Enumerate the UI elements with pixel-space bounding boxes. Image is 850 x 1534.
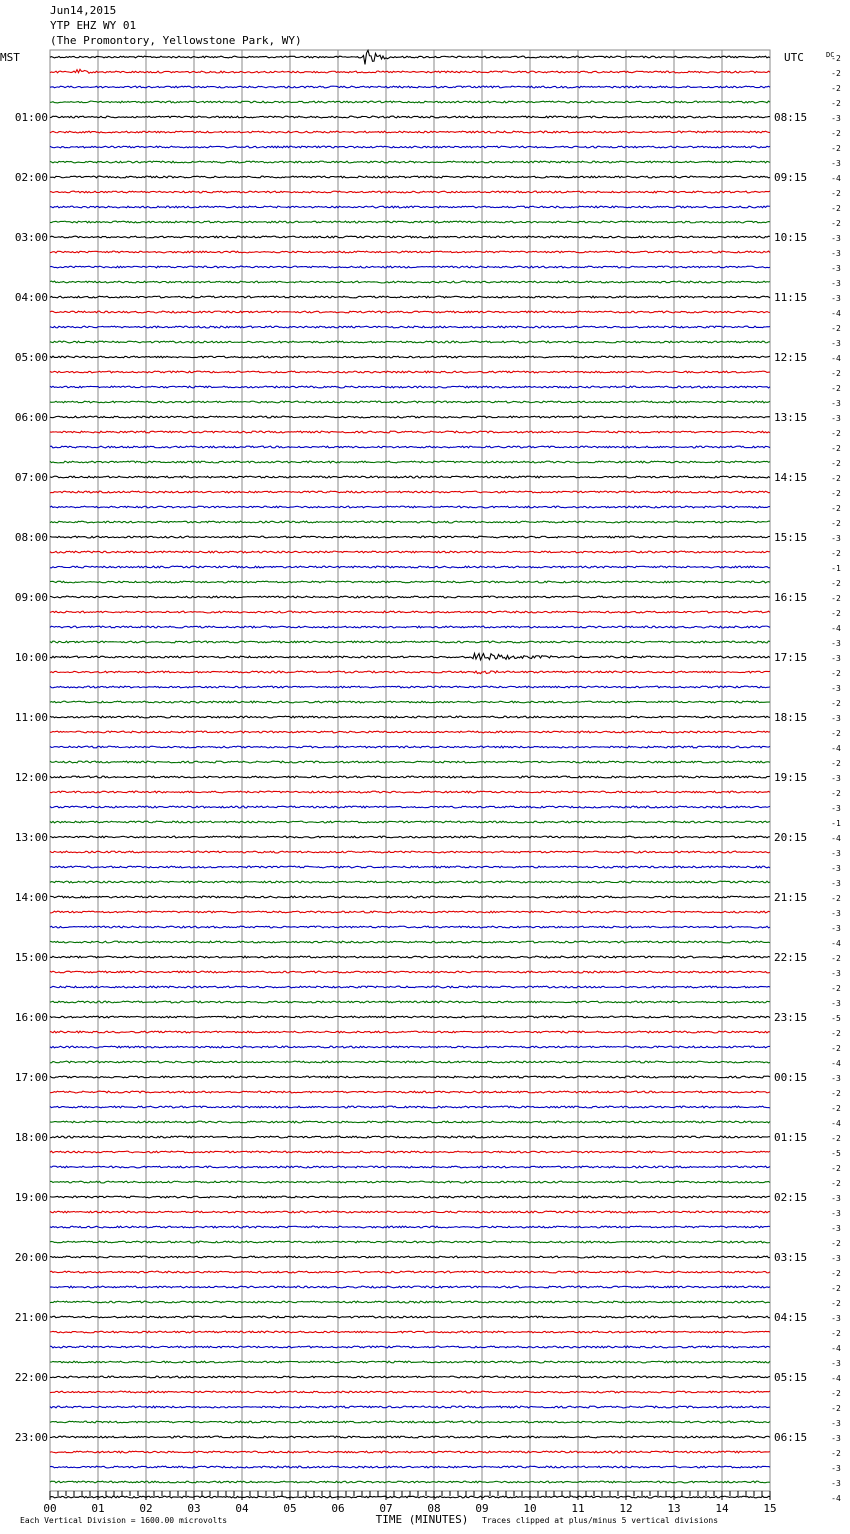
left-hour-label: 02:00: [14, 171, 48, 184]
seismic-trace: [50, 536, 770, 538]
dc-offset-label: -2: [831, 1269, 841, 1278]
dc-offset-label: -2: [831, 1299, 841, 1308]
x-tick-label: 12: [619, 1502, 633, 1515]
right-hour-label: 06:15: [774, 1431, 808, 1444]
seismic-trace: [50, 1226, 770, 1228]
x-tick-label: 11: [571, 1502, 585, 1515]
x-tick-label: 05: [283, 1502, 297, 1515]
seismic-trace: [50, 1241, 770, 1243]
left-hour-label: 11:00: [14, 711, 48, 724]
dc-offset-label: -4: [831, 744, 841, 753]
dc-offset-label: -3: [831, 159, 841, 168]
seismic-trace: [50, 581, 770, 583]
left-hour-label: 03:00: [14, 231, 48, 244]
seismic-trace: [50, 266, 770, 268]
right-hour-label: 15:15: [774, 531, 808, 544]
seismic-trace: [50, 176, 770, 178]
seismic-trace: [50, 311, 770, 313]
seismic-trace: [50, 866, 770, 868]
seismic-trace: [50, 761, 770, 763]
seismic-trace: [50, 1016, 770, 1018]
dc-offset-label: -3: [831, 864, 841, 873]
left-hour-label: 20:00: [14, 1251, 48, 1264]
seismic-trace: [50, 746, 770, 748]
seismic-trace: [50, 386, 770, 388]
right-hour-label: 21:15: [774, 891, 808, 904]
seismic-trace: [50, 401, 770, 403]
seismic-trace: [50, 341, 770, 343]
dc-offset-label: -2: [831, 984, 841, 993]
seismic-trace: [50, 896, 770, 898]
seismic-trace: [50, 791, 770, 793]
dc-offset-label: -2: [831, 549, 841, 558]
seismic-trace: [50, 971, 770, 973]
dc-offset-label: -2: [831, 1389, 841, 1398]
seismic-trace: [50, 956, 770, 958]
dc-offset-label: -5: [831, 1014, 841, 1023]
seismic-trace: [50, 1466, 770, 1468]
dc-offset-label: -3: [831, 849, 841, 858]
dc-offset-label: -4: [831, 309, 841, 318]
left-timezone-label: MST: [0, 51, 20, 64]
seismic-trace: [50, 131, 770, 133]
right-hour-label: 20:15: [774, 831, 808, 844]
dc-offset-label: -4: [831, 939, 841, 948]
seismic-trace: [50, 1121, 770, 1123]
dc-offset-label: -3: [831, 1194, 841, 1203]
seismic-trace: [50, 626, 770, 628]
dc-offset-label: -3: [831, 774, 841, 783]
seismic-trace: [50, 671, 770, 674]
seismic-trace: [50, 926, 770, 928]
right-hour-label: 01:15: [774, 1131, 808, 1144]
seismic-trace: [50, 101, 770, 103]
dc-offset-label: -2: [831, 1329, 841, 1338]
left-hour-label: 23:00: [14, 1431, 48, 1444]
seismic-trace: [50, 1406, 770, 1408]
seismic-trace: [50, 821, 770, 823]
dc-offset-label: -3: [831, 294, 841, 303]
dc-offset-label: -2: [831, 129, 841, 138]
dc-offset-label: -2: [831, 99, 841, 108]
x-tick-label: 01: [91, 1502, 105, 1515]
seismic-trace: [50, 836, 770, 838]
left-hour-label: 09:00: [14, 591, 48, 604]
x-tick-label: 08: [427, 1502, 441, 1515]
left-hour-label: 05:00: [14, 351, 48, 364]
seismic-trace: [50, 1061, 770, 1063]
seismic-trace: [50, 686, 770, 688]
seismic-trace: [50, 1076, 770, 1078]
dc-offset-label: -4: [831, 624, 841, 633]
seismic-trace: [50, 1361, 770, 1363]
right-hour-label: 16:15: [774, 591, 808, 604]
location-label: (The Promontory, Yellowstone Park, WY): [50, 34, 302, 47]
dc-offset-label: -3: [831, 879, 841, 888]
right-hour-label: 17:15: [774, 651, 808, 664]
dc-offset-label: -4: [831, 1494, 841, 1503]
seismic-trace: [50, 146, 770, 148]
left-hour-label: 21:00: [14, 1311, 48, 1324]
dc-offset-label: -4: [831, 174, 841, 183]
x-tick-label: 10: [523, 1502, 537, 1515]
dc-offset-label: -2: [831, 1404, 841, 1413]
dc-offset-label: -3: [831, 249, 841, 258]
dc-offset-label: -2: [831, 54, 841, 63]
right-hour-label: 04:15: [774, 1311, 808, 1324]
seismic-trace: [50, 521, 770, 523]
dc-offset-label: -2: [831, 699, 841, 708]
dc-offset-label: -2: [831, 1284, 841, 1293]
dc-offset-label: -4: [831, 1344, 841, 1353]
left-hour-label: 12:00: [14, 771, 48, 784]
dc-offset-label: -2: [831, 429, 841, 438]
dc-offset-label: -2: [831, 579, 841, 588]
x-tick-label: 07: [379, 1502, 393, 1515]
right-hour-label: 08:15: [774, 111, 808, 124]
seismic-trace: [50, 941, 770, 943]
dc-offset-label: -3: [831, 234, 841, 243]
dc-offset-label: -4: [831, 1059, 841, 1068]
seismic-trace: [50, 911, 770, 913]
seismic-trace: [50, 731, 770, 733]
dc-offset-label: -2: [831, 69, 841, 78]
left-hour-label: 18:00: [14, 1131, 48, 1144]
seismic-trace: [50, 1436, 770, 1438]
seismic-trace: [50, 326, 770, 328]
x-tick-label: 15: [763, 1502, 777, 1515]
dc-offset-label: -2: [831, 519, 841, 528]
left-hour-label: 08:00: [14, 531, 48, 544]
dc-offset-label: -3: [831, 909, 841, 918]
dc-offset-label: -2: [831, 1179, 841, 1188]
dc-offset-label: -2: [831, 894, 841, 903]
dc-offset-label: -2: [831, 189, 841, 198]
seismic-trace: [50, 596, 770, 598]
seismic-trace: [50, 653, 770, 659]
left-hour-label: 15:00: [14, 951, 48, 964]
left-hour-label: 07:00: [14, 471, 48, 484]
seismic-trace: [50, 551, 770, 553]
right-hour-label: 05:15: [774, 1371, 808, 1384]
seismic-trace: [50, 461, 770, 463]
clip-note: Traces clipped at plus/minus 5 vertical divisions: [482, 1516, 719, 1525]
right-hour-label: 12:15: [774, 351, 808, 364]
right-hour-label: 14:15: [774, 471, 808, 484]
seismic-trace: [50, 491, 770, 493]
dc-offset-label: -2: [831, 1044, 841, 1053]
scale-note: Each Vertical Division = 1600.00 microvolts: [20, 1516, 228, 1525]
left-hour-label: 01:00: [14, 111, 48, 124]
left-hour-label: 04:00: [14, 291, 48, 304]
dc-offset-label: -2: [831, 669, 841, 678]
dc-offset-label: -2: [831, 324, 841, 333]
seismic-trace: [50, 371, 770, 373]
right-hour-label: 18:15: [774, 711, 808, 724]
dc-offset-label: -3: [831, 1479, 841, 1488]
dc-offset-label: -3: [831, 1074, 841, 1083]
right-hour-label: 19:15: [774, 771, 808, 784]
dc-offset-label: -3: [831, 999, 841, 1008]
seismic-trace: [50, 1481, 770, 1483]
dc-offset-label: -1: [831, 564, 841, 573]
right-hour-label: 00:15: [774, 1071, 808, 1084]
station-label: YTP EHZ WY 01: [50, 19, 137, 32]
seismic-trace: [50, 251, 770, 253]
seismic-trace: [50, 1106, 770, 1108]
dc-offset-label: -3: [831, 969, 841, 978]
seismic-trace: [50, 716, 770, 718]
dc-offset-label: -4: [831, 354, 841, 363]
dc-offset-label: -3: [831, 654, 841, 663]
left-hour-label: 13:00: [14, 831, 48, 844]
dc-offset-label: -2: [831, 204, 841, 213]
seismic-trace: [50, 611, 770, 613]
right-hour-label: 11:15: [774, 291, 808, 304]
dc-offset-label: -3: [831, 639, 841, 648]
right-timezone-label: UTC: [784, 51, 804, 64]
seismic-trace: [50, 1001, 770, 1003]
right-hour-label: 23:15: [774, 1011, 808, 1024]
dc-offset-label: -2: [831, 954, 841, 963]
seismic-trace: [50, 116, 770, 118]
dc-offset-label: -3: [831, 684, 841, 693]
seismic-trace: [50, 191, 770, 193]
seismic-trace: [50, 296, 770, 298]
dc-offset-label: -3: [831, 534, 841, 543]
dc-offset-label: -4: [831, 1119, 841, 1128]
dc-offset-label: -3: [831, 1359, 841, 1368]
seismic-trace: [50, 431, 770, 433]
dc-offset-label: -2: [831, 1104, 841, 1113]
seismic-trace: [50, 1091, 770, 1093]
dc-offset-label: -2: [831, 1239, 841, 1248]
dc-offset-label: -3: [831, 804, 841, 813]
dc-offset-label: -2: [831, 729, 841, 738]
dc-offset-label: -3: [831, 114, 841, 123]
dc-offset-label: -3: [831, 714, 841, 723]
dc-offset-label: -3: [831, 1254, 841, 1263]
seismic-trace: [50, 1046, 770, 1048]
dc-offset-label: -3: [831, 264, 841, 273]
seismic-trace: [50, 1151, 770, 1153]
seismic-trace: [50, 1256, 770, 1258]
dc-offset-label: -2: [831, 474, 841, 483]
right-hour-label: 10:15: [774, 231, 808, 244]
seismic-trace: [50, 701, 770, 703]
x-tick-label: 02: [139, 1502, 153, 1515]
seismic-trace: [50, 1166, 770, 1168]
x-tick-label: 04: [235, 1502, 249, 1515]
seismic-trace: [50, 69, 770, 73]
seismic-trace: [50, 641, 770, 643]
dc-offset-label: -4: [831, 834, 841, 843]
dc-offset-label: -3: [831, 399, 841, 408]
dc-offset-label: -2: [831, 369, 841, 378]
seismic-trace: [50, 236, 770, 238]
seismic-trace: [50, 86, 770, 88]
dc-offset-label: -2: [831, 219, 841, 228]
dc-offset-label: -2: [831, 1029, 841, 1038]
seismic-trace: [50, 1196, 770, 1198]
seismic-trace: [50, 476, 770, 478]
x-tick-label: 03: [187, 1502, 201, 1515]
seismic-trace: [50, 806, 770, 808]
dc-offset-label: -2: [831, 489, 841, 498]
dc-offset-label: -2: [831, 1134, 841, 1143]
dc-offset-label: -2: [831, 1449, 841, 1458]
left-hour-label: 22:00: [14, 1371, 48, 1384]
seismic-trace: [50, 1181, 770, 1183]
seismic-trace: [50, 221, 770, 223]
dc-header-label: DC: [826, 51, 835, 59]
dc-offset-label: -3: [831, 279, 841, 288]
dc-offset-label: -2: [831, 1164, 841, 1173]
seismic-trace: [50, 1136, 770, 1138]
seismic-trace: [50, 1496, 770, 1498]
seismic-trace: [50, 1301, 770, 1303]
left-hour-label: 16:00: [14, 1011, 48, 1024]
x-tick-label: 14: [715, 1502, 729, 1515]
dc-offset-label: -2: [831, 84, 841, 93]
dc-offset-label: -2: [831, 459, 841, 468]
right-hour-label: 09:15: [774, 171, 808, 184]
left-hour-label: 10:00: [14, 651, 48, 664]
seismic-trace: [50, 206, 770, 208]
dc-offset-label: -3: [831, 1464, 841, 1473]
dc-offset-label: -3: [831, 924, 841, 933]
right-hour-label: 02:15: [774, 1191, 808, 1204]
seismic-trace: [50, 881, 770, 883]
dc-offset-label: -3: [831, 1419, 841, 1428]
seismic-trace: [50, 566, 770, 568]
dc-offset-label: -3: [831, 1224, 841, 1233]
seismic-trace: [50, 1271, 770, 1273]
dc-offset-label: -2: [831, 504, 841, 513]
date-label: Jun14,2015: [50, 4, 117, 17]
dc-offset-label: -1: [831, 819, 841, 828]
dc-offset-label: -3: [831, 1314, 841, 1323]
dc-offset-label: -2: [831, 789, 841, 798]
dc-offset-label: -5: [831, 1149, 841, 1158]
dc-offset-label: -2: [831, 444, 841, 453]
seismic-trace: [50, 161, 770, 163]
seismic-trace: [50, 986, 770, 988]
seismic-trace: [50, 356, 770, 358]
seismic-trace: [50, 1331, 770, 1333]
dc-offset-label: -3: [831, 1209, 841, 1218]
left-hour-label: 14:00: [14, 891, 48, 904]
left-hour-label: 17:00: [14, 1071, 48, 1084]
dc-offset-label: -3: [831, 1434, 841, 1443]
seismic-trace: [50, 281, 770, 283]
seismic-trace: [50, 1346, 770, 1348]
seismic-trace: [50, 416, 770, 418]
dc-offset-label: -2: [831, 609, 841, 618]
x-tick-label: 13: [667, 1502, 681, 1515]
seismic-trace: [50, 506, 770, 508]
seismic-trace: [50, 1316, 770, 1318]
seismic-trace: [50, 1376, 770, 1378]
seismic-trace: [50, 1421, 770, 1423]
x-tick-label: 06: [331, 1502, 345, 1515]
right-hour-label: 13:15: [774, 411, 808, 424]
seismic-trace: [50, 50, 770, 64]
dc-offset-label: -2: [831, 1089, 841, 1098]
x-tick-label: 09: [475, 1502, 489, 1515]
seismic-trace: [50, 851, 770, 853]
dc-offset-label: -2: [831, 594, 841, 603]
x-axis-title: TIME (MINUTES): [375, 1513, 469, 1526]
dc-offset-label: -2: [831, 144, 841, 153]
dc-offset-label: -2: [831, 384, 841, 393]
seismic-trace: [50, 1391, 770, 1393]
left-hour-label: 06:00: [14, 411, 48, 424]
seismic-trace: [50, 446, 770, 448]
dc-offset-label: -3: [831, 339, 841, 348]
x-tick-label: 00: [43, 1502, 57, 1515]
seismic-trace: [50, 1211, 770, 1213]
left-hour-label: 19:00: [14, 1191, 48, 1204]
dc-offset-label: -4: [831, 1374, 841, 1383]
right-hour-label: 03:15: [774, 1251, 808, 1264]
seismic-trace: [50, 1286, 770, 1288]
right-hour-label: 22:15: [774, 951, 808, 964]
seismic-trace: [50, 1451, 770, 1453]
seismic-trace: [50, 1031, 770, 1033]
dc-offset-label: -2: [831, 759, 841, 768]
dc-offset-label: -3: [831, 414, 841, 423]
seismic-trace: [50, 776, 770, 778]
